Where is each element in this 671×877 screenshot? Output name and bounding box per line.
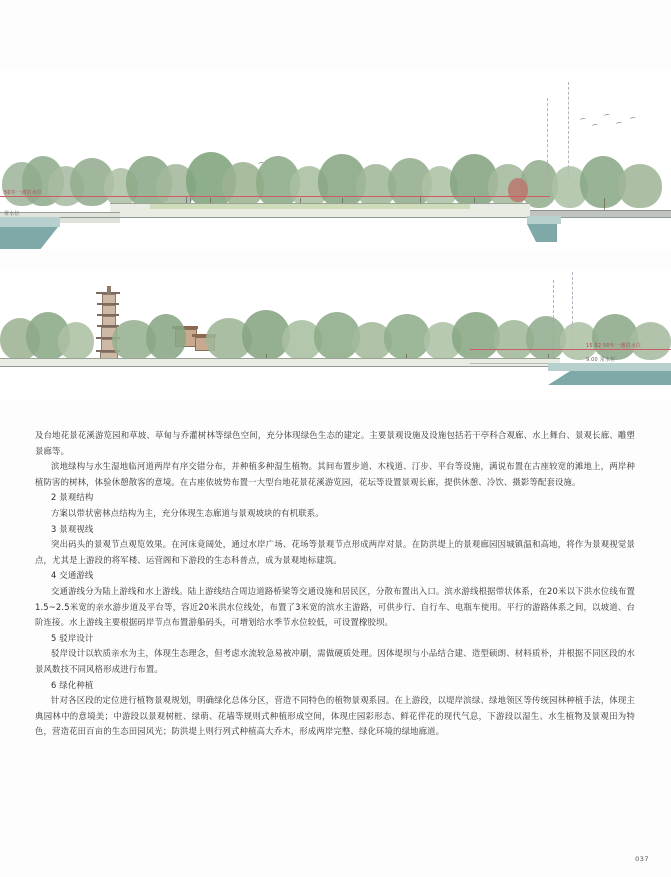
paragraph: 滨地绿构与水生湿地临河道两岸有序交错分布，并种植多种湿生植物。其间布置步道、木栈道、汀步、平台等设施，满说布置在古座较宽的滩地上，两岸种植防害的树林，体验休憩散客的意境。在古座依坡势布置一大型台地花景花溪游览园，花坛等设置景观长廊，提供休憩、冷饮、摄影等配套设施。	[35, 461, 635, 487]
paragraph: 驳岸设计以软质亲水为主，体现生态理念，但考虑水流较急易被冲刷，需做硬质处理。因体堤坝与小品结合建、造型硕朗、材料质朴，并根据不同区段的水景风数技不同风格形成进行布置。	[35, 648, 635, 674]
paragraph: 及台地花景花溪游览园和草坡、草甸与乔灌树林等绿色空间，充分体现绿色生态的建定。主要景观设施及设施包括若干亭科合观廊、水上舞台、景观长廊、雕塑景廊等。	[35, 430, 635, 456]
upper-river-section-drawing	[0, 70, 671, 250]
person-figure	[186, 197, 187, 203]
paragraph: 针对各区段的定位进行植物景观规划，明确绿化总体分区，营造不同特色的植物景观系园。在上游段，以堤岸滨绿、绿地领区等传统园林种植手法，体现主典园林中的意境美；中游段以景观树桩、绿萌、花墙等规则式种植形成空间，体现庄园彩形态、鲜花伴花的现代气息，下游段以湿生、水生植物及景观田为特色，营造花田百亩的生态田园风光；防洪堤上则行列式种植高大乔木，形成两岸完整、绿化环境的绿地廊道。	[35, 695, 635, 737]
section-ground-line	[0, 217, 671, 218]
section-heading: 2 景观结构	[51, 492, 94, 503]
tree	[58, 322, 94, 360]
person-figure	[420, 197, 421, 203]
section-heading: 4 交通游线	[51, 570, 94, 581]
paragraph: 交通游线分为陆上游线和水上游线。陆上游线结合周边道路桥梁等交通设施和居民区，分散布置出入口。滨水游线根据带状体系，在20米以下洪水位线布置1.5~2.5米宽的亲水游步道及平台等，容近20米洪水位线处，布置了3米宽的滨水主游路，可供步行、自行车、电瓶车使用。平行的游路体系之间，以坡道、台阶连接。水上游线主要根据码岸节点布置游船码头，可增划给水季节水位较低，可设置橡胶坝。	[35, 585, 635, 628]
paragraph: 突出码头的景观节点观览效果。在河床竟阔处，通过水岸广场、花场等景观节点形成两岸对景。在防洪堤上的景观廊园因城镇温和高地，将作为景观视觉景点，尤其是上游段的将军楼、运营阁和下游段的生态科普点，成为景观地标建筑。	[35, 539, 635, 565]
person-figure	[300, 198, 301, 203]
page-number: 037	[635, 855, 649, 863]
tree	[384, 314, 430, 360]
river-water	[0, 217, 60, 227]
section-heading: 3 景观视线	[51, 523, 94, 534]
flood-level-label: 15.52 50年一遇洪水位	[586, 343, 642, 349]
tree	[452, 312, 500, 360]
normal-level-label: 常水位	[4, 211, 20, 217]
section-heading: 6 绿化种植	[51, 679, 94, 690]
guide-line	[568, 82, 570, 178]
paragraph: 方案以带状密林点结构为主，充分体现生态廊道与景观坡块的有机联系。	[51, 507, 324, 518]
river-water-right	[527, 216, 561, 224]
body-text-column	[35, 428, 635, 740]
flood-level-label: 50年一遇洪水位	[4, 190, 42, 196]
tree	[618, 164, 662, 208]
flood-level-line	[470, 349, 671, 350]
flood-level-line	[0, 196, 550, 197]
tree	[630, 322, 671, 360]
normal-level-label: 9.00 常水位	[586, 357, 616, 363]
person-figure	[190, 198, 191, 203]
tree-accent	[508, 178, 528, 202]
river-water	[548, 363, 671, 371]
section-heading: 5 驳岸设计	[51, 632, 94, 643]
lawn-strip	[150, 204, 470, 209]
lower-river-section-drawing	[0, 270, 671, 400]
tree	[146, 314, 186, 360]
